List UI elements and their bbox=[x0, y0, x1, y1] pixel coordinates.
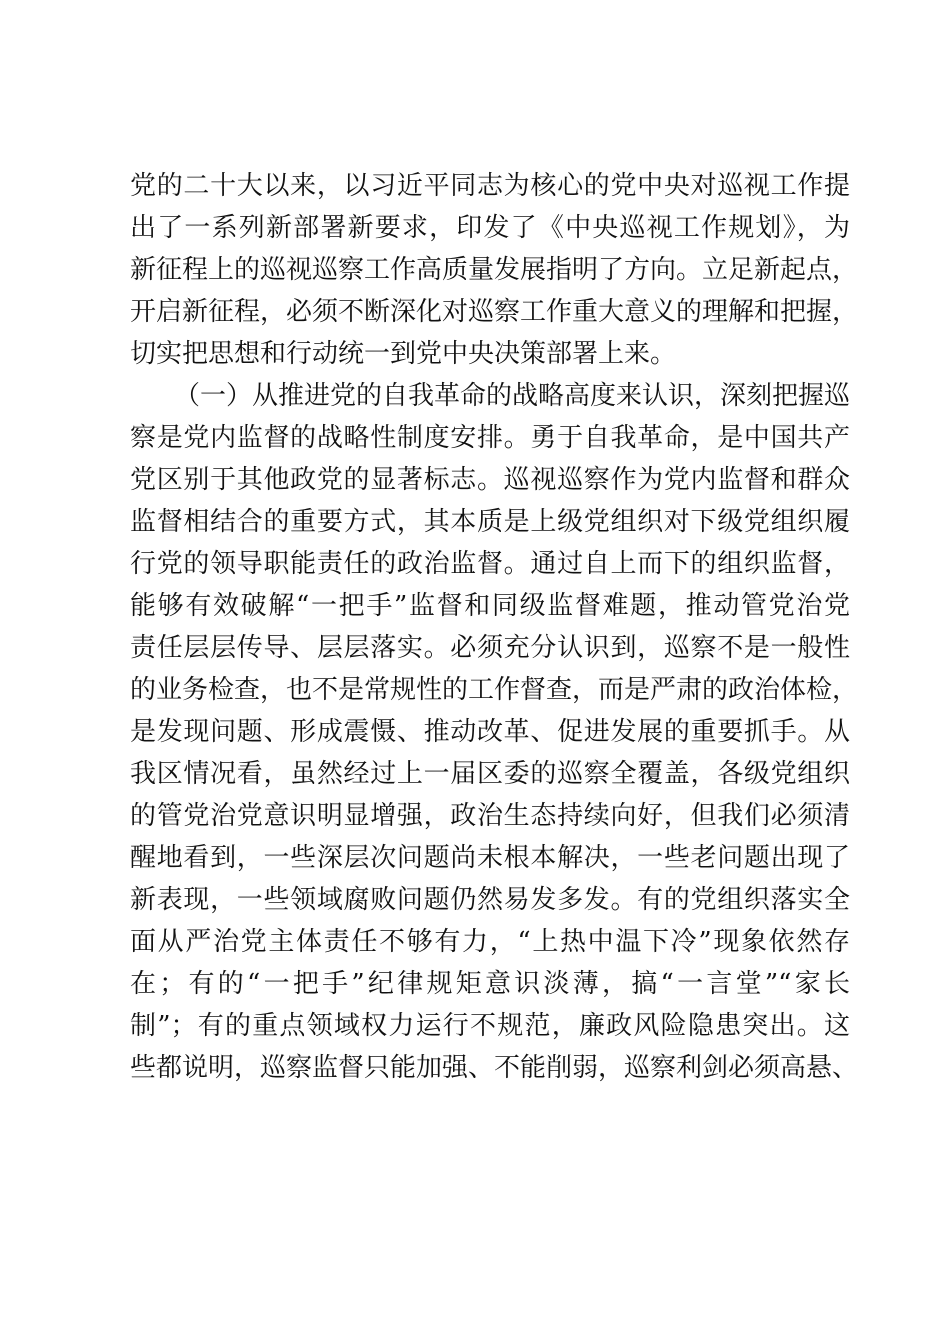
text-line: 监督相结合的重要方式，其本质是上级党组织对下级党组织履 bbox=[130, 507, 850, 537]
text-line: 出了一系列新部署新要求，印发了《中央巡视工作规划》，为 bbox=[130, 213, 850, 243]
text-line: 我区情况看，虽然经过上一届区委的巡察全覆盖，各级党组织 bbox=[130, 759, 850, 789]
text-line: 党的二十大以来，以习近平同志为核心的党中央对巡视工作提 bbox=[130, 171, 850, 201]
text-line: 的业务检查，也不是常规性的工作督查，而是严肃的政治体检， bbox=[130, 675, 859, 705]
text-line: 些都说明，巡察监督只能加强、不能削弱，巡察利剑必须高悬、 bbox=[130, 1053, 859, 1083]
text-line: 的管党治党意识明显增强，政治生态持续向好，但我们必须清 bbox=[130, 801, 850, 831]
text-line: 责任层层传导、层层落实。必须充分认识到，巡察不是一般性 bbox=[130, 633, 850, 663]
text-line: 制”；有的重点领域权力运行不规范，廉政风险隐患突出。这 bbox=[130, 1011, 850, 1041]
text-line: 是发现问题、形成震慑、推动改革、促进发展的重要抓手。从 bbox=[130, 717, 850, 747]
text-line: 切实把思想和行动统一到党中央决策部署上来。 bbox=[130, 339, 677, 369]
text-line: 察是党内监督的战略性制度安排。勇于自我革命，是中国共产 bbox=[130, 423, 850, 453]
text-line: 在；有的“一把手”纪律规矩意识淡薄，搞“一言堂”“家长 bbox=[130, 969, 850, 999]
section-heading-line: （一）从推进党的自我革命的战略高度来认识，深刻把握巡 bbox=[174, 381, 851, 411]
text-line: 能够有效破解“一把手”监督和同级监督难题，推动管党治党 bbox=[130, 591, 850, 621]
text-line: 新征程上的巡视巡察工作高质量发展指明了方向。立足新起点， bbox=[130, 255, 859, 285]
paragraph-section-one bbox=[130, 375, 859, 1089]
text-line: 醒地看到，一些深层次问题尚未根本解决，一些老问题出现了 bbox=[130, 843, 850, 873]
paragraph-intro bbox=[130, 165, 859, 375]
text-line: 面从严治党主体责任不够有力，“上热中温下冷”现象依然存 bbox=[130, 927, 850, 957]
text-line: 党区别于其他政党的显著标志。巡视巡察作为党内监督和群众 bbox=[130, 465, 850, 495]
text-line: 新表现，一些领域腐败问题仍然易发多发。有的党组织落实全 bbox=[130, 885, 850, 915]
text-line: 开启新征程，必须不断深化对巡察工作重大意义的理解和把握， bbox=[130, 297, 859, 327]
text-line: 行党的领导职能责任的政治监督。通过自上而下的组织监督， bbox=[130, 549, 850, 579]
document-body bbox=[130, 165, 859, 1089]
